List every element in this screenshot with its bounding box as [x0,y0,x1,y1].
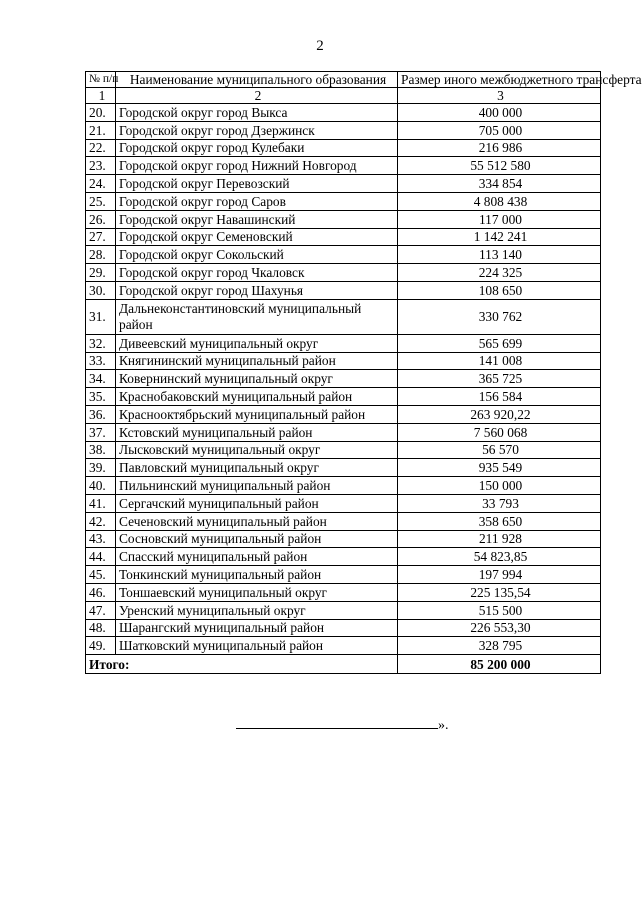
table-row [86,388,601,406]
municipality-name: Городской округ Семеновский [116,228,398,246]
row-number: 25. [86,192,116,210]
municipality-name: Шатковский муниципальный район [116,637,398,655]
transfer-amount: 358 650 [398,512,601,530]
table-row [86,405,601,423]
transfer-amount: 56 570 [398,441,601,459]
total-amount: 85 200 000 [398,655,601,674]
transfer-amount: 113 140 [398,246,601,264]
transfer-amount: 334 854 [398,175,601,193]
row-number: 23. [86,157,116,175]
blank-line [236,716,438,729]
table-row [86,441,601,459]
table-row [86,192,601,210]
row-number: 49. [86,637,116,655]
municipality-name: Городской округ Перевозский [116,175,398,193]
header-name: Наименование муниципального образования [116,72,398,88]
municipality-name: Городской округ город Шахунья [116,281,398,299]
column-index: 3 [398,88,601,104]
municipality-name: Дальнеконстантиновский муниципальный район [116,299,398,334]
table-row [86,157,601,175]
transfer-amount: 216 986 [398,139,601,157]
transfer-amount: 117 000 [398,210,601,228]
table-row [86,175,601,193]
municipality-name: Сосновский муниципальный район [116,530,398,548]
transfer-amount: 211 928 [398,530,601,548]
row-number: 37. [86,423,116,441]
table-row [86,566,601,584]
transfer-amount: 7 560 068 [398,423,601,441]
row-number: 26. [86,210,116,228]
row-number: 30. [86,281,116,299]
transfer-amount: 224 325 [398,264,601,282]
municipality-name: Сеченовский муниципальный район [116,512,398,530]
total-row [86,655,601,674]
municipality-name: Городской округ Навашинский [116,210,398,228]
row-number: 35. [86,388,116,406]
municipality-name: Спасский муниципальный район [116,548,398,566]
table-row [86,246,601,264]
row-number: 41. [86,494,116,512]
table-row [86,637,601,655]
municipality-name: Городской округ город Дзержинск [116,121,398,139]
closing-signature-line [236,716,449,734]
transfer-amount: 705 000 [398,121,601,139]
transfer-amount: 197 994 [398,566,601,584]
transfer-table [85,71,642,674]
table-row [86,548,601,566]
column-index: 1 [86,88,116,104]
table-row [86,228,601,246]
transfer-amount: 515 500 [398,601,601,619]
municipality-name: Павловский муниципальный округ [116,459,398,477]
municipality-name: Уренский муниципальный округ [116,601,398,619]
transfer-amount: 565 699 [398,334,601,352]
municipality-name: Городской округ город Кулебаки [116,139,398,157]
municipality-name: Городской округ город Нижний Новгород [116,157,398,175]
transfer-amount: 33 793 [398,494,601,512]
row-number: 34. [86,370,116,388]
table-row [86,352,601,370]
row-number: 47. [86,601,116,619]
row-number: 20. [86,104,116,122]
table-row [86,530,601,548]
row-number: 32. [86,334,116,352]
municipality-name: Ковернинский муниципальный округ [116,370,398,388]
table-row [86,210,601,228]
transfer-amount: 225 135,54 [398,583,601,601]
row-number: 42. [86,512,116,530]
transfer-amount: 328 795 [398,637,601,655]
municipality-name: Кстовский муниципальный район [116,423,398,441]
table-row [86,477,601,495]
table-row [86,139,601,157]
table-row [86,494,601,512]
table-row [86,601,601,619]
row-number: 43. [86,530,116,548]
column-index: 2 [116,88,398,104]
row-number: 22. [86,139,116,157]
transfer-amount: 400 000 [398,104,601,122]
row-number: 21. [86,121,116,139]
transfer-amount: 54 823,85 [398,548,601,566]
transfer-amount: 141 008 [398,352,601,370]
transfer-amount: 330 762 [398,299,601,334]
table-row [86,370,601,388]
municipality-name: Городской округ город Выкса [116,104,398,122]
transfer-amount: 55 512 580 [398,157,601,175]
total-label: Итого: [86,655,398,674]
row-number: 38. [86,441,116,459]
municipality-name: Шарангский муниципальный район [116,619,398,637]
column-index-row [86,88,601,104]
page-number: 2 [316,38,324,54]
table-row [86,299,601,334]
table-row [86,459,601,477]
transfer-amount: 365 725 [398,370,601,388]
table-body [86,104,601,655]
row-number: 28. [86,246,116,264]
municipality-name: Княгининский муниципальный район [116,352,398,370]
municipality-name: Городской округ город Чкаловск [116,264,398,282]
transfer-amount: 156 584 [398,388,601,406]
row-number: 24. [86,175,116,193]
row-number: 40. [86,477,116,495]
table-row [86,619,601,637]
transfer-amount: 4 808 438 [398,192,601,210]
transfer-amount: 1 142 241 [398,228,601,246]
municipality-name: Тонкинский муниципальный район [116,566,398,584]
table-header-row [86,72,601,88]
municipality-name: Краснооктябрьский муниципальный район [116,405,398,423]
municipality-name: Тоншаевский муниципальный округ [116,583,398,601]
transfer-amount: 935 549 [398,459,601,477]
municipality-name: Городской округ Сокольский [116,246,398,264]
table-row [86,334,601,352]
row-number: 33. [86,352,116,370]
header-amount: Размер иного межбюджетного трансферта [398,72,601,88]
municipality-name: Лысковский муниципальный округ [116,441,398,459]
row-number: 31. [86,299,116,334]
transfer-amount: 226 553,30 [398,619,601,637]
row-number: 36. [86,405,116,423]
transfer-amount: 108 650 [398,281,601,299]
row-number: 27. [86,228,116,246]
table-row [86,264,601,282]
row-number: 39. [86,459,116,477]
municipality-name: Дивеевский муниципальный округ [116,334,398,352]
table-row [86,583,601,601]
row-number: 29. [86,264,116,282]
row-number: 48. [86,619,116,637]
transfer-amount: 150 000 [398,477,601,495]
row-number: 44. [86,548,116,566]
row-number: 46. [86,583,116,601]
table-row [86,121,601,139]
transfer-amount: 263 920,22 [398,405,601,423]
table-row [86,423,601,441]
municipality-name: Сергачский муниципальный район [116,494,398,512]
table-row [86,104,601,122]
municipality-name: Городской округ город Саров [116,192,398,210]
row-number: 45. [86,566,116,584]
closing-quote: ». [438,718,449,733]
municipality-name: Пильнинский муниципальный район [116,477,398,495]
header-num: № п/п [86,72,116,88]
municipality-name: Краснобаковский муниципальный район [116,388,398,406]
table-row [86,512,601,530]
table-row [86,281,601,299]
